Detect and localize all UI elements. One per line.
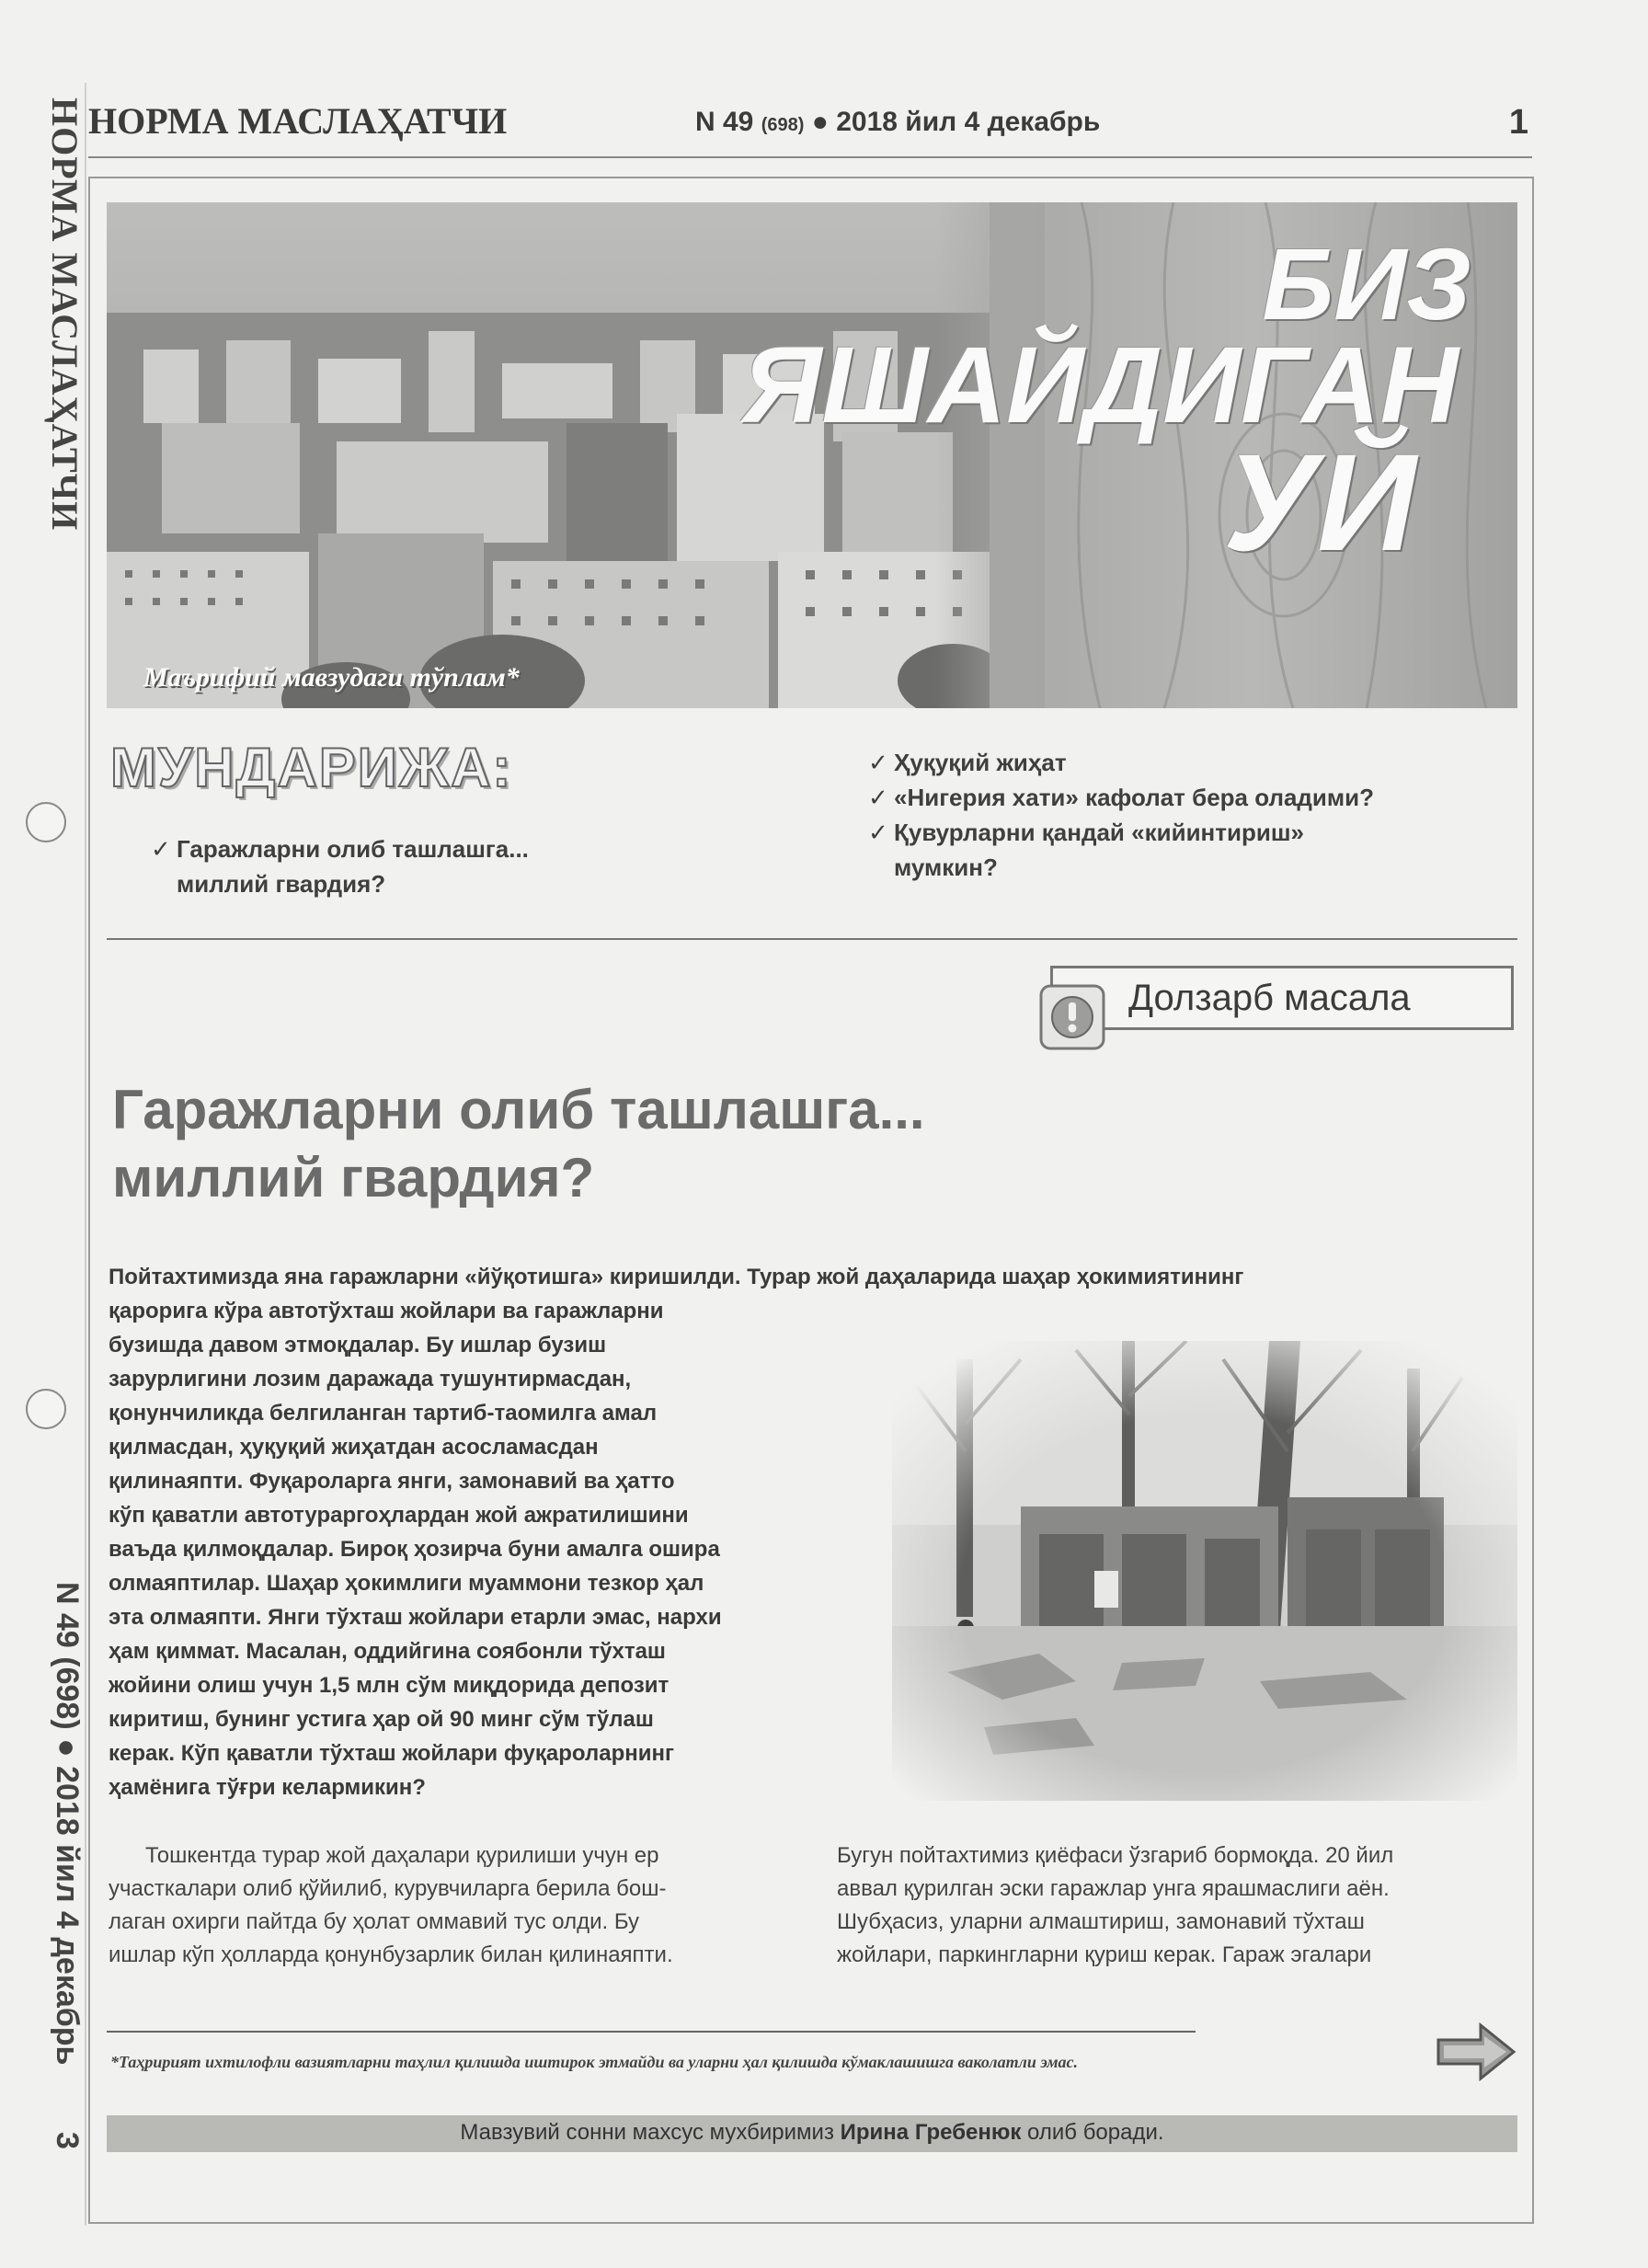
contents-rule <box>107 938 1517 940</box>
badge-label: Долзарб масала <box>1128 978 1411 1018</box>
body-line: жойлари, паркингларни қуриш керак. Гараж эгалари <box>837 1942 1372 1967</box>
lead-line: қарорига кўра автотўхташ жойлари ва гаражларни <box>109 1299 664 1323</box>
punch-hole-top <box>26 802 66 842</box>
cover-banner <box>107 202 1517 708</box>
credit-bar <box>107 2115 1517 2152</box>
toc-item-continuation: мумкин? <box>894 853 998 881</box>
banner-title-line3: УЙ <box>1223 424 1416 579</box>
issue-number: N 49 <box>695 107 761 137</box>
lead-line: олмаяптилар. Шаҳар ҳокимлиги муаммони тезкор ҳал <box>109 1571 704 1596</box>
lead-first-line: Пойтахтимизда яна гаражларни «йўқотишга» киришилди. Турар жой даҳаларида шаҳар ҳокимиятининг <box>109 1265 1244 1289</box>
credit-prefix: Мавзувий сонни махсус мухбиримиз <box>460 2120 841 2145</box>
lead-line: қилинаяпти. Фуқароларга янги, замонавий ва ҳатто <box>109 1469 675 1494</box>
lead-paragraph <box>109 1294 881 1804</box>
body-line: Шубҳасиз, уларни алмаштириш, замонавий тўхташ <box>837 1909 1365 1934</box>
lead-line: қонунчиликда белгиланган тартиб-таомилга амал <box>109 1401 658 1426</box>
article-headline <box>112 1076 925 1212</box>
side-page-text: 3 <box>50 2132 85 2149</box>
side-issue-text: N 49 (698) ● 2018 йил 4 декабрь <box>50 1582 85 2066</box>
lead-line: керак. Кўп қаватли тўхташ жойлари фуқароларнинг <box>109 1741 674 1766</box>
body-column-2 <box>837 1839 1522 1972</box>
issue-total: (698) <box>761 115 805 135</box>
page-header <box>88 99 1541 155</box>
topical-badge <box>1050 966 1514 1030</box>
credit-author: Ирина Гребенюк <box>840 2120 1022 2145</box>
header-brand: НОРМА МАСЛАҲАТЧИ <box>88 100 508 142</box>
toc-right <box>868 745 1374 885</box>
footnote: *Таҳририят ихтилофли вазиятларни таҳлил қилишда иштирок этмайди ва уларни ҳал қилишда кўмаклашишга ваколатли эмас. <box>110 2053 1079 2071</box>
issue-date: ● 2018 йил 4 декабрь <box>804 107 1101 137</box>
header-page-number: 1 <box>1508 103 1528 142</box>
body-line: Бугун пойтахтимиз қиёфаси ўзгариб бормоқда. 20 йил <box>837 1843 1394 1868</box>
headline-line2: миллий гвардия? <box>112 1147 595 1208</box>
lead-line: кўп қаватли автотураргоҳлардан жой ажратилишини <box>109 1503 689 1528</box>
lead-line: ҳам қиммат. Масалан, оддийгина соябонли тўхташ <box>109 1639 666 1664</box>
lead-line: бузишда давом этмоқдалар. Бу ишлар бузиш <box>109 1333 607 1357</box>
banner-title-line2: ЯШАЙДИГАН <box>742 324 1459 446</box>
punch-hole-bottom <box>26 1389 66 1429</box>
body-line: лаган охирги пайтда бу ҳолат оммавий тус олди. Бу <box>109 1909 640 1934</box>
footnote-rule <box>107 2031 1196 2033</box>
headline-line1: Гаражларни олиб ташлашга... <box>112 1079 925 1140</box>
toc-left <box>151 831 529 901</box>
side-brand <box>28 97 92 532</box>
exclamation-icon <box>1039 984 1105 1050</box>
credit-suffix: олиб боради. <box>1021 2120 1164 2145</box>
lead-line: жойини олиш учун 1,5 млн сўм миқдорида депозит <box>109 1673 670 1698</box>
lead-line: ҳамёнига тўғри келармикин? <box>109 1775 426 1800</box>
body-line: ишлар кўп ҳолларда қонунбузарлик билан қилинаяпти. <box>109 1942 673 1967</box>
side-page-number <box>28 2132 92 2187</box>
toc-item[interactable]: ✓ Гаражларни олиб ташлашга... <box>151 831 529 866</box>
header-rule <box>88 156 1532 158</box>
continue-arrow-icon[interactable] <box>1435 2020 1517 2084</box>
toc-item[interactable]: ✓ Ҳуқуқий жиҳат <box>868 745 1374 780</box>
toc-item-continuation: миллий гвардия? <box>177 870 386 898</box>
banner-subtitle: Маърифий мавзудаги тўплам* <box>143 662 520 693</box>
lead-line: қилмасдан, ҳуқуқий жиҳатдан асосламасдан <box>109 1435 599 1460</box>
lead-line: зарурлигини лозим даражада тушунтирмасдан, <box>109 1367 632 1392</box>
body-column-1 <box>109 1839 789 1972</box>
body-line: участкалари олиб қўйилиб, курувчиларга берила бош- <box>109 1876 667 1901</box>
banner-title <box>742 228 1471 579</box>
garage-photo <box>892 1341 1517 1801</box>
header-issue <box>695 107 1100 138</box>
banner-title-line1: БИЗ <box>1262 228 1471 341</box>
body-line: аввал қурилган эски гаражлар унга ярашмаслиги аён. <box>837 1876 1390 1901</box>
contents-title: МУНДАРИЖА: <box>110 737 513 798</box>
lead-line: киритиш, бунинг устига ҳар ой 90 минг сўм тўлаш <box>109 1707 654 1732</box>
credit-text <box>107 2120 1517 2146</box>
toc-item[interactable]: ✓ Қувурларни қандай «кийинтириш» <box>868 815 1374 850</box>
article-photo <box>892 1341 1517 1801</box>
lead-line: ваъда қилмоқдалар. Бироқ ҳозирча буни амалга ошира <box>109 1537 720 1562</box>
body-line: Тошкентда турар жой даҳалари қурилиши учун ер <box>145 1843 659 1868</box>
side-issue <box>28 1582 92 2226</box>
side-brand-text: НОРМА МАСЛАҲАТЧИ <box>44 97 86 532</box>
toc-item[interactable]: ✓ «Нигерия хати» кафолат бера оладими? <box>868 780 1374 815</box>
lead-line: эта олмаяпти. Янги тўхташ жойлари етарли эмас, нархи <box>109 1605 722 1630</box>
